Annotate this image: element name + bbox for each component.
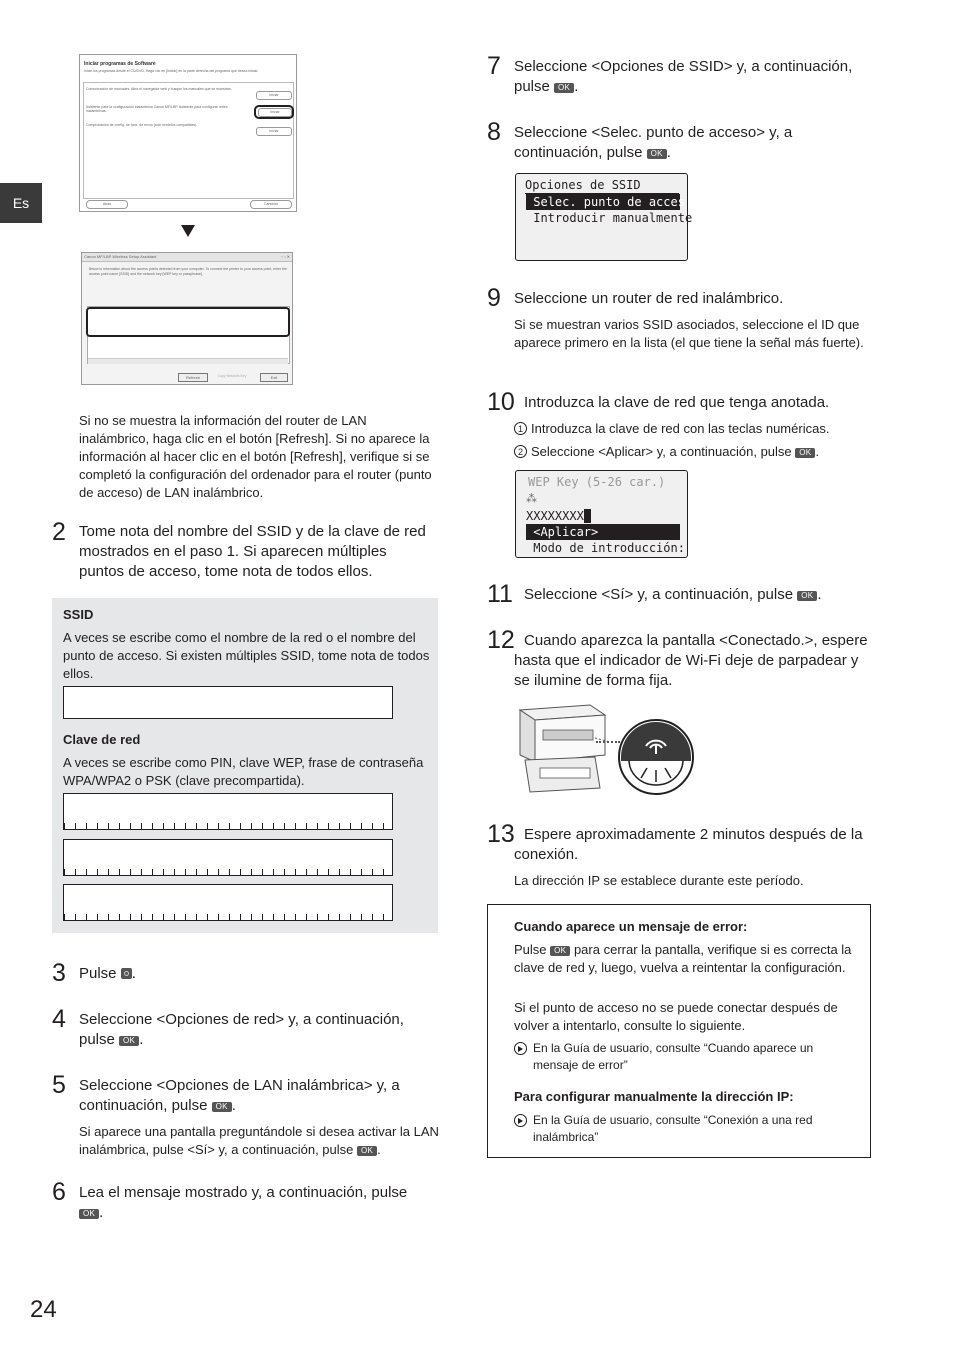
ok-button-icon: OK: [554, 83, 574, 93]
launcher-item-2-text: Asistente para la configuración inalámbrica Canon MF/LBP. Asistente para configurar redes inalámbricas.: [86, 105, 228, 113]
launcher-cancel-button[interactable]: Cancelar: [250, 200, 292, 209]
manual-ip-heading: Para configurar manualmente la dirección IP:: [514, 1089, 794, 1104]
error-paragraph-1-text: para cerrar la pantalla, verifique si es correcta la clave de red y, luego, vuelva a reintentar la configuración.: [514, 942, 852, 975]
launcher-back-button[interactable]: Atrás: [86, 200, 128, 209]
printer-icon: [515, 700, 615, 795]
ok-button-icon: OK: [79, 1209, 99, 1219]
step-10-sub-2-text: Seleccione <Aplicar> y, a continuación, pulse: [531, 444, 792, 459]
step-13-text-inner: Espere aproximadamente 2 minutos después de la conexión.: [514, 826, 863, 863]
launcher-item-1-text: Comunicación de manuales. Abra el navegador web y busque los manuales que se muestran.: [86, 87, 232, 91]
wifi-icon: [617, 718, 695, 796]
lcd-select-access-point[interactable]: Selec. punto de acces: [526, 195, 685, 209]
lcd-input-mode[interactable]: Modo de introducción:: [526, 541, 685, 555]
setup-titlebar: [82, 253, 292, 262]
step-4-text: Seleccione <Opciones de red> y, a continuación, pulse: [79, 1011, 404, 1048]
language-tab: [0, 183, 42, 223]
network-key-field-1: [63, 793, 393, 830]
step-4: Seleccione <Opciones de red> y, a continuación, pulse OK .: [79, 1011, 404, 1048]
network-key-field-1-ticks: [64, 823, 392, 829]
ok-button-icon: OK: [647, 149, 667, 159]
ok-button-icon: OK: [212, 1102, 232, 1112]
copy-network-key-button[interactable]: Copy Network Key: [217, 374, 247, 378]
wireless-setup-screenshot: [81, 252, 293, 385]
step-6-number: 6: [52, 1178, 66, 1206]
step-4-number: 4: [52, 1005, 66, 1033]
step-5-note: Si aparece una pantalla preguntándole si desea activar la LAN inalámbrica, pulse <Sí> y, a continuación, pulse OK .: [79, 1124, 439, 1157]
step-7-text: Seleccione <Opciones de SSID> y, a continuación, pulse: [514, 58, 853, 95]
error-reference-1-text: En la Guía de usuario, consulte “Cuando aparece un mensaje de error”: [533, 1041, 814, 1072]
step-9-text: Seleccione un router de red inalámbrico.: [514, 290, 784, 307]
arrow-down-icon: [181, 225, 195, 237]
launcher-subtitle: Inicie los programas desde el CD/DVD. Haga clic en [Iniciar] en la parte derecha del programa que desea iniciar.: [84, 69, 259, 73]
menu-button-icon: [121, 968, 132, 979]
step-12-number: 12: [487, 626, 515, 654]
step-13-number: 13: [487, 820, 515, 848]
ssid-heading: SSID: [63, 607, 94, 622]
error-reference-2-text: En la Guía de usuario, consulte “Conexión a una red inalámbrica”: [533, 1113, 813, 1144]
refresh-button[interactable]: Refresh: [178, 373, 208, 382]
step-3: Pulse .: [79, 965, 136, 982]
lcd-key-value-text: XXXXXXXX: [526, 509, 584, 523]
step-5: Seleccione <Opciones de LAN inalámbrica> y, a continuación, pulse OK .: [79, 1077, 400, 1114]
exit-button[interactable]: Exit: [260, 373, 288, 382]
step-5-note-text: Si aparece una pantalla preguntándole si desea activar la LAN inalámbrica, pulse <Sí> y, a continuación, pulse: [79, 1124, 439, 1157]
step-7: Seleccione <Opciones de SSID> y, a continuación, pulse OK .: [514, 58, 853, 95]
step-2-number: 2: [52, 518, 66, 546]
ssid-description: A veces se escribe como el nombre de la red o el nombre del punto de acceso. Si existen múltiples SSID, tome nota de todos ellos.: [63, 630, 430, 681]
step-6-text: Lea el mensaje mostrado y, a continuación, pulse: [79, 1184, 408, 1201]
step-10-sub-2: 2 Seleccione <Aplicar> y, a continuación, pulse OK .: [514, 443, 874, 461]
lcd-network-key: [515, 470, 688, 558]
step-9-note: Si se muestran varios SSID asociados, seleccione el ID que aparece primero en la lista (el que tiene la señal más fuerte).: [514, 317, 864, 350]
setup-description: Below is information about the access points detected from your computer. To connect the printer to your access point, enter the access point name [SSID] and the network key [WEP key or passphrase].: [89, 267, 287, 276]
step-8: Seleccione <Selec. punto de acceso> y, a continuación, pulse OK .: [514, 124, 793, 161]
error-heading: Cuando aparece un mensaje de error:: [514, 919, 748, 934]
error-reference-1[interactable]: [514, 1040, 854, 1074]
lcd-key-title: WEP Key (5-26 car.): [528, 475, 666, 489]
language-tab-label: Es: [12, 195, 30, 211]
lcd-ssid-title: Opciones de SSID: [525, 178, 641, 192]
ok-button-icon: OK: [797, 591, 817, 601]
step-5-text: Seleccione <Opciones de LAN inalámbrica> y, a continuación, pulse: [79, 1077, 400, 1114]
step-10-sub-1-mark: 1: [514, 422, 527, 435]
lcd-apply[interactable]: <Aplicar>: [526, 524, 680, 540]
step-11-number: 11: [487, 580, 513, 608]
network-key-field-2: [63, 839, 393, 876]
step-11-text: Seleccione <Sí> y, a continuación, pulse: [524, 586, 794, 603]
step-12-text: [514, 631, 876, 691]
step-10-number: 10: [487, 388, 515, 416]
network-key-field-2-ticks: [64, 869, 392, 875]
launcher-item-3-text: Comprobación de config. de func. de envío (solo modelos compatibles).: [86, 123, 198, 127]
launcher-item-1-button[interactable]: Iniciar: [256, 91, 292, 100]
ssid-write-field: [63, 686, 393, 719]
error-paragraph-1: [514, 941, 859, 977]
setup-window-buttons: ▫ ▫ ✕: [281, 254, 290, 259]
launcher-list: [83, 82, 294, 199]
software-launcher-screenshot: [79, 54, 297, 212]
step-13-note: La dirección IP se establece durante este período.: [514, 873, 804, 888]
error-pulse-word: Pulse: [514, 942, 547, 957]
network-key-description: A veces se escribe como PIN, clave WEP, frase de contraseña WPA/WPA2 o PSK (clave precompartida).: [63, 755, 424, 788]
network-key-field-3-ticks: [64, 914, 392, 920]
step-10-sub-2-mark: 2: [514, 445, 527, 458]
ok-button-icon: OK: [357, 1146, 377, 1156]
launcher-item-3-button[interactable]: Iniciar: [256, 127, 292, 136]
step-12-text-inner: Cuando aparezca la pantalla <Conectado.>, espere hasta que el indicador de Wi-Fi deje de parpadear y se ilumine de forma fija.: [514, 632, 868, 689]
error-paragraph-2: Si el punto de acceso no se puede conectar después de volver a intentarlo, consulte lo siguiente.: [514, 1000, 838, 1033]
reference-arrow-icon: [514, 1114, 527, 1127]
error-reference-2[interactable]: [514, 1112, 854, 1146]
step-6: Lea el mensaje mostrado y, a continuación, pulse OK .: [79, 1184, 408, 1221]
lcd-manual-entry[interactable]: Introducir manualmente: [526, 211, 693, 225]
step-9-number: 9: [487, 284, 501, 312]
launcher-item-1: [86, 87, 246, 91]
step-2-text: Tome nota del nombre del SSID y de la clave de red mostrados en el paso 1. Si aparecen múltiples puntos de acceso, tome nota de todos ellos.: [79, 523, 426, 580]
network-key-heading: Clave de red: [63, 732, 141, 747]
access-point-list-highlight: [86, 307, 290, 337]
ok-button-icon: OK: [119, 1036, 139, 1046]
step-13-text: [514, 825, 876, 865]
step-11: Seleccione <Sí> y, a continuación, pulse OK .: [524, 586, 822, 603]
step-5-number: 5: [52, 1071, 66, 1099]
launcher-item-2-button[interactable]: Iniciar: [258, 108, 292, 117]
step-3-number: 3: [52, 959, 66, 987]
launcher-title: Iniciar programas de Software: [84, 61, 156, 67]
reference-arrow-icon: [514, 1042, 527, 1055]
step-8-number: 8: [487, 118, 501, 146]
setup-title: Canon MF/LBP Wireless Setup Assistant: [84, 254, 157, 259]
step-3-text: Pulse: [79, 965, 117, 982]
lcd-input-mode-icon: ⁂: [526, 492, 537, 505]
refresh-note: Si no se muestra la información del router de LAN inalámbrico, haga clic en el botón [Refresh]. Si no aparece la información al hacer clic en el botón [Refresh], verifique si se completó la configuración del ordenador para el router (punto de acceso) de LAN inalámbrico.: [79, 413, 432, 500]
step-7-number: 7: [487, 52, 501, 80]
step-10-text: Introduzca la clave de red que tenga anotada.: [524, 394, 830, 411]
ok-button-icon: OK: [550, 946, 570, 956]
access-point-scrollbar[interactable]: [88, 358, 288, 364]
step-10-sub-1: [514, 420, 874, 438]
lcd-key-value: [526, 508, 680, 525]
step-8-text: Seleccione <Selec. punto de acceso> y, a continuación, pulse: [514, 124, 793, 161]
launcher-item-2: [86, 105, 246, 113]
launcher-item-3: [86, 123, 246, 127]
ok-button-icon: OK: [795, 448, 815, 458]
step-10-sub-1-text: Introduzca la clave de red con las teclas numéricas.: [531, 421, 830, 436]
network-key-field-3: [63, 884, 393, 921]
lcd-ssid-options: [515, 173, 693, 261]
page-number: 24: [30, 1296, 57, 1323]
